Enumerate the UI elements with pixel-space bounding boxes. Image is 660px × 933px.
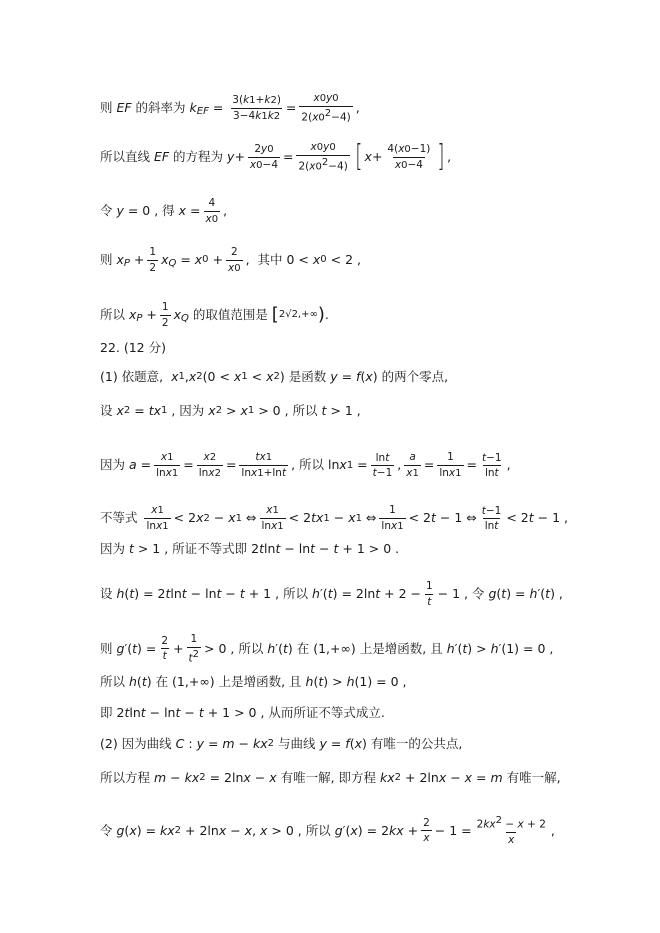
line-inequality-chain: 不等式 $\frac{x1}{\ln x1}$ < 2 x 2 − x 1 ⇔ $\frac{x1}{\ln x1}$ < 2 tx 1 − x 1 ⇔ $\frac{1}{\ln x1}$ < 2 t − 1 ⇔ $\frac{t-1}{\ln t}$ < 2 t − 1 , <box>100 504 568 532</box>
line-xp-half-xq: 则 x P + $\frac{1}{2}$ x Q = x 0 + $\frac{2}{x0}$ , 其中 0 < x 0 < 2 , <box>100 246 361 274</box>
line-conclusion-part1: 即 2 t ln t − ln t − t + 1 > 0 , 从而所证不等式成立. <box>100 705 385 720</box>
line-define-g-x: 令 g ( x ) = kx 2 + 2ln x − x , x > 0 , 所以 g ′( x ) = 2 kx + $\frac{2}{x}$ − 1 = $\frac{2kx^2 - x + 2}{x}$ , <box>100 815 555 846</box>
line-range: 所以 x P + $\frac{1}{2}$ x Q 的取值范围是 [ 2√2,+∞ ) . <box>100 301 329 329</box>
line-unique-solution: 所以方程 m − kx 2 = 2ln x − x 有唯一解, 即方程 kx 2 + 2ln x − x = m 有唯一解, <box>100 770 561 785</box>
line-t-gt-1: 因为 t > 1 , 所证不等式即 2 t ln t − ln t − t + 1 > 0 . <box>100 541 400 556</box>
line-ef-slope: 则 EF 的斜率为 k EF = $\frac{3(k1+k2)}{3-4k1k2}$ = $\frac{x0y0}{2(x0^2-4)}$ , <box>100 92 360 124</box>
line-h-increasing: 所以 h ( t ) 在 (1,+∞) 上是增函数, 且 h ( t ) > h (1) = 0 , <box>100 674 407 689</box>
line-part2-intro: (2) 因为曲线 C : y = m − kx 2 与曲线 y = f ( x ) 有唯一的公共点, <box>100 736 463 751</box>
line-part1-intro: (1) 依题意, x 1 , x 2 (0 < x 1 < x 2 ) 是函数 y = f ( x ) 的两个零点, <box>100 369 449 384</box>
problem-22-header: 22. (12 分) <box>100 340 166 355</box>
line-let-y-zero: 令 y = 0 , 得 x = $\frac{4}{x0}$ , <box>100 197 228 225</box>
line-let-x2: 设 x 2 = tx 1 , 因为 x 2 > x 1 > 0 , 所以 t > 1 , <box>100 403 361 418</box>
line-a-ratio: 因为 a = $\frac{x1}{\ln x1}$ = $\frac{x2}{\ln x2}$ = $\frac{tx1}{\ln x1+\ln t}$ , 所以 ln x 1 = $\frac{\ln t}{t-1}$ , $\frac{a}{x1}$ = $\frac{1}{\ln x1}$ = $\frac{t-1}{\ln t}$ , <box>100 451 511 479</box>
line-define-h: 设 h ( t ) = 2 t ln t − ln t − t + 1 , 所以 h ′( t ) = 2ln t + 2 − $\frac{1}{t}$ − 1 , 令 g ( t ) = h ′( t ) , <box>100 580 563 608</box>
line-ef-equation: 所以直线 EF 的方程为 y + $\frac{2y0}{x0-4}$ = $\frac{x0y0}{2(x0^2-4)}$ [ x + $\frac{4(x0-1)}{x0-4}$ ] , <box>100 139 452 175</box>
line-g-prime: 则 g ′( t ) = $\frac{2}{t}$ + $\frac{1}{t^2}$ > 0 , 所以 h ′( t ) 在 (1,+∞) 上是增函数, 且 h ′( t ) > h ′(1) = 0 , <box>100 633 554 664</box>
